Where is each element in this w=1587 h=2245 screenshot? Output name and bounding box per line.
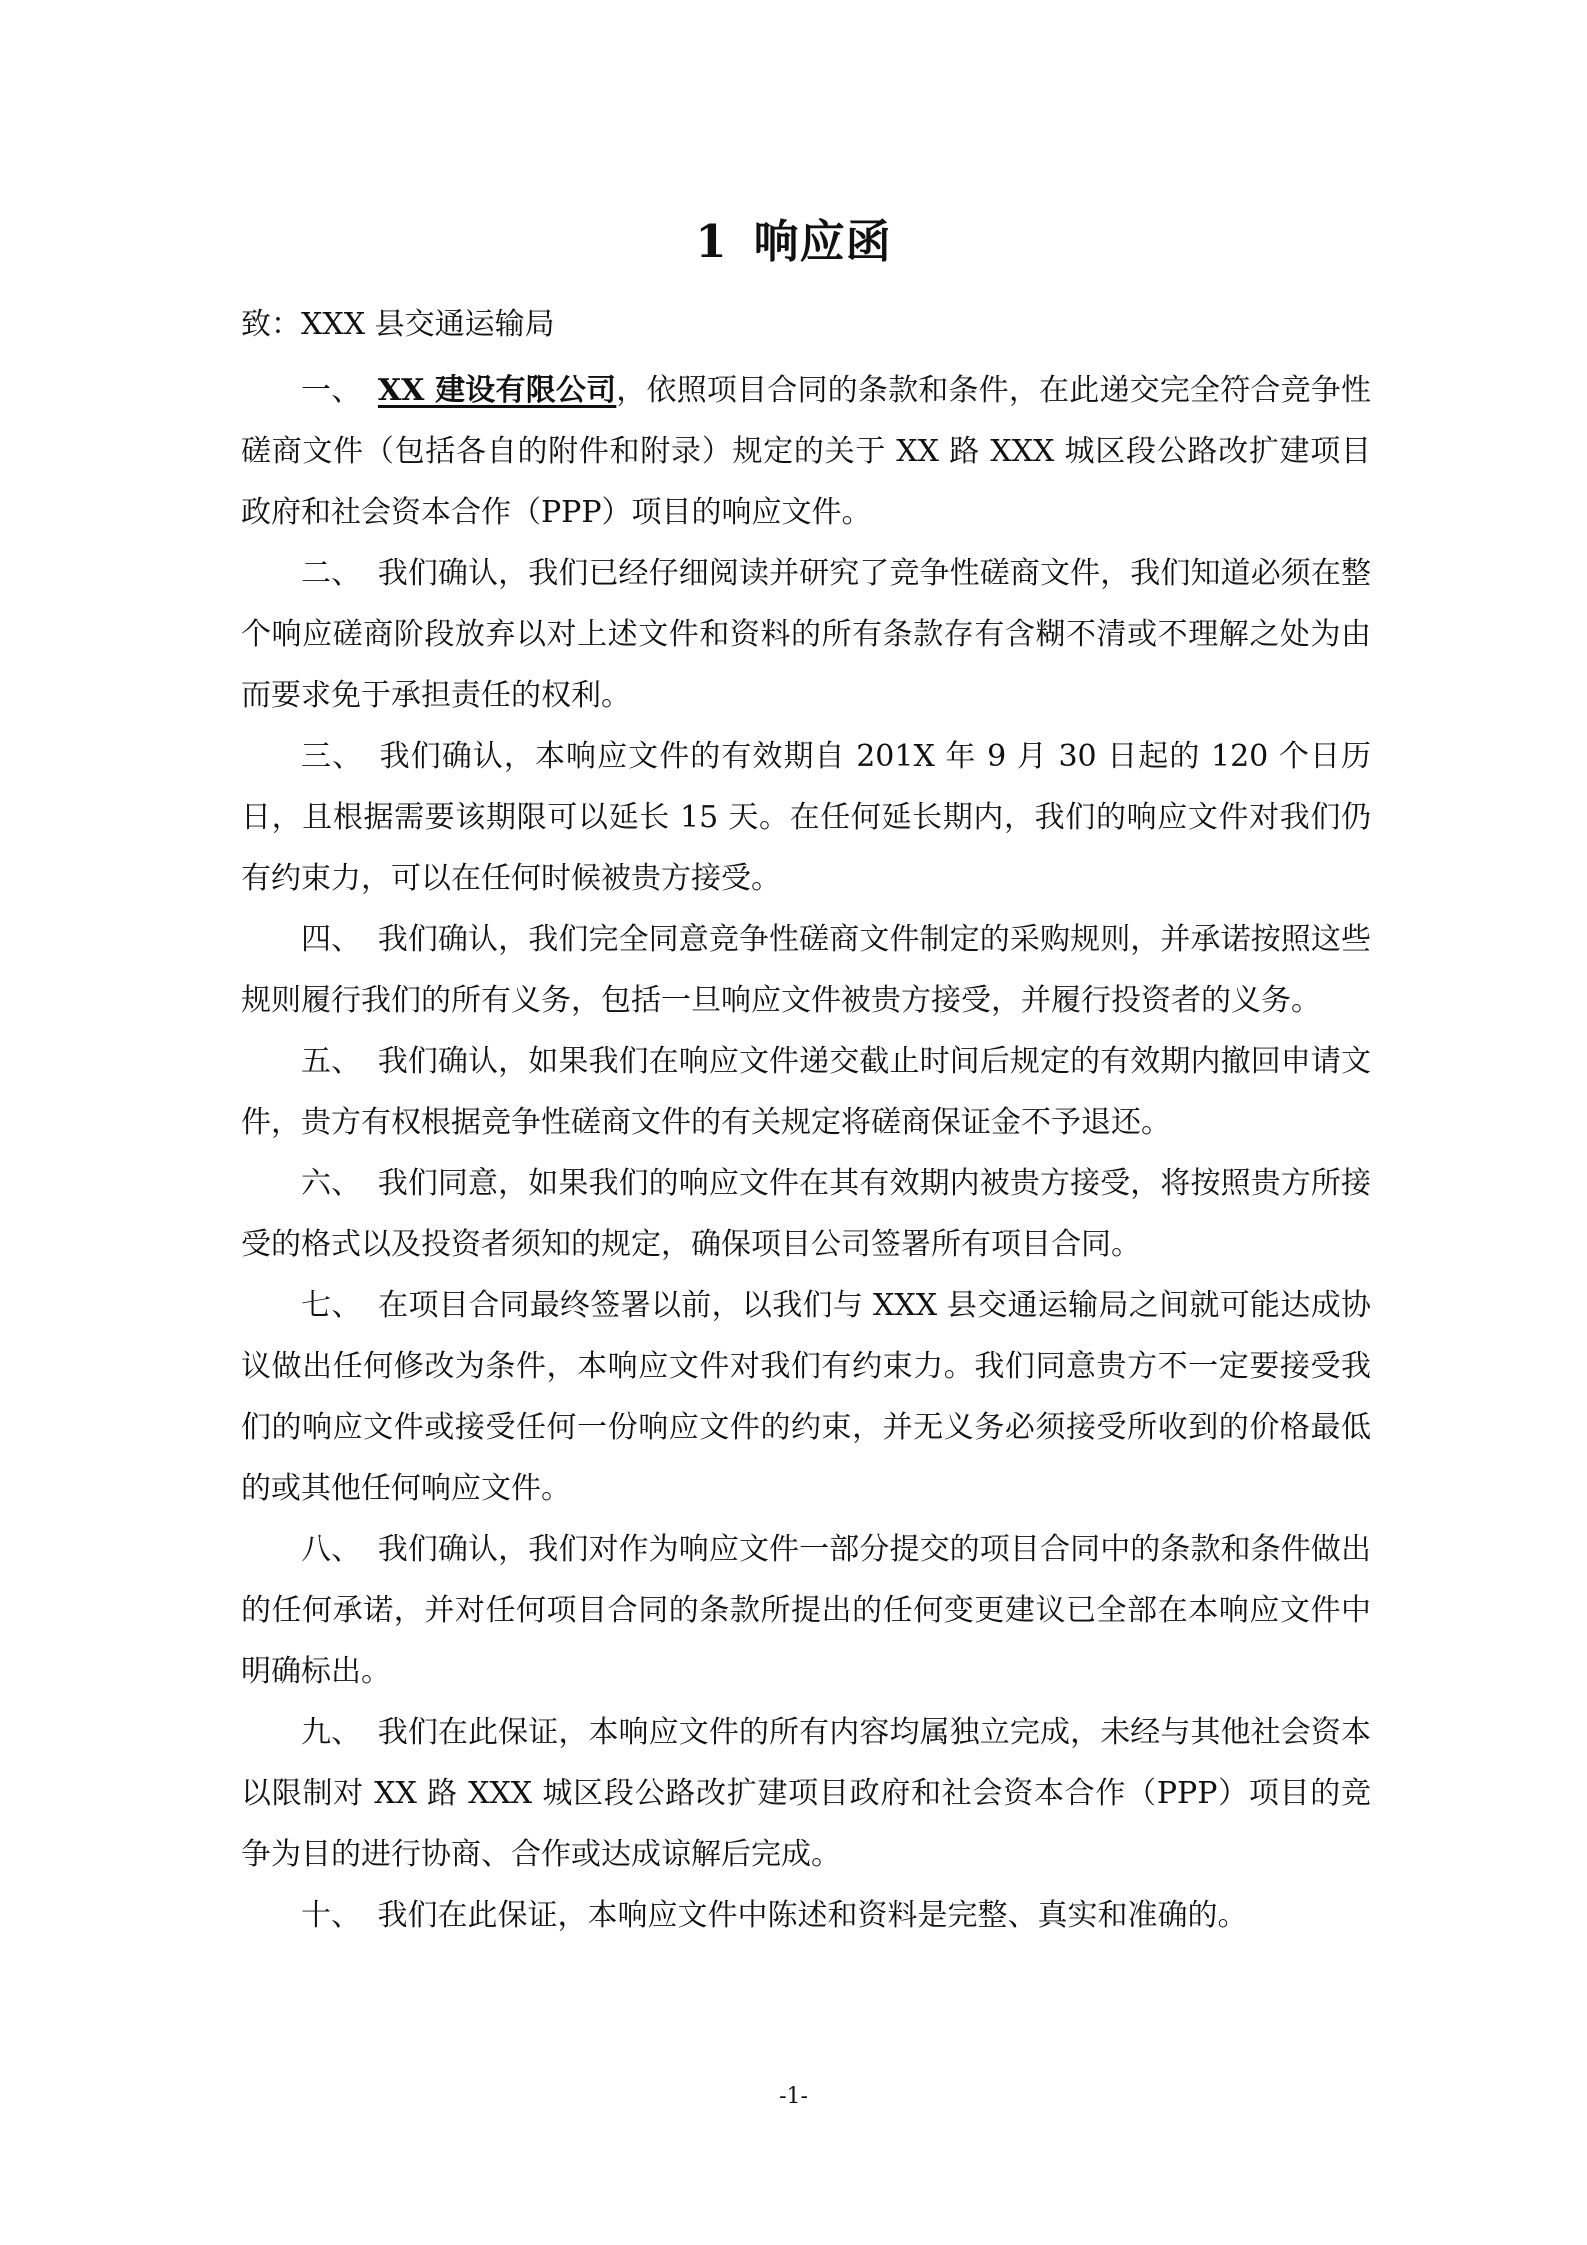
paragraph-text: 我们同意，如果我们的响应文件在其有效期内被贵方接受，将按照贵方所接受的格式以及投资者须知的规定，确保项目公司签署所有项目合同。 xyxy=(241,1166,1372,1262)
paragraph-5 xyxy=(241,1031,1371,1153)
company-name: XX 建设有限公司 xyxy=(377,373,617,408)
page-number: -1- xyxy=(779,2084,808,2109)
paragraph-text: 我们确认，本响应文件的有效期自 201X 年 9 月 30 日起的 120 个日历日，且根据需要该期限可以延长 15 天。在任何延长期内，我们的响应文件对我们仍有约束力，可以在任何时候被贵方接受。 xyxy=(241,739,1372,896)
paragraph-index: 二、 xyxy=(301,556,362,591)
paragraph-text: 我们确认，我们完全同意竞争性磋商文件制定的采购规则，并承诺按照这些规则履行我们的所有义务，包括一旦响应文件被贵方接受，并履行投资者的义务。 xyxy=(241,922,1372,1018)
paragraph-8 xyxy=(241,1519,1371,1702)
paragraph-2 xyxy=(241,543,1371,726)
paragraph-index: 一、 xyxy=(301,373,362,408)
paragraph-text: 我们在此保证，本响应文件中陈述和资料是完整、真实和准确的。 xyxy=(377,1898,1248,1933)
addressee-line: 致：XXX 县交通运输局 xyxy=(241,307,555,342)
paragraph-index: 四、 xyxy=(301,922,362,957)
paragraph-text: 我们确认，我们对作为响应文件一部分提交的项目合同中的条款和条件做出的任何承诺，并对任何项目合同的条款所提出的任何变更建议已全部在本响应文件中明确标出。 xyxy=(241,1532,1372,1689)
paragraph-index: 五、 xyxy=(301,1044,362,1079)
paragraph-10 xyxy=(241,1885,1371,1946)
paragraph-text: 我们确认，我们已经仔细阅读并研究了竞争性磋商文件，我们知道必须在整个响应磋商阶段放弃以对上述文件和资料的所有条款存有含糊不清或不理解之处为由而要求免于承担责任的权利。 xyxy=(241,556,1372,713)
paragraph-index: 九、 xyxy=(301,1715,362,1750)
paragraph-6 xyxy=(241,1153,1371,1275)
paragraph-index: 七、 xyxy=(301,1288,362,1323)
paragraph-index: 三、 xyxy=(301,739,364,774)
paragraph-text: 我们确认，如果我们在响应文件递交截止时间后规定的有效期内撤回申请文件，贵方有权根据竞争性磋商文件的有关规定将磋商保证金不予退还。 xyxy=(241,1044,1372,1140)
paragraph-text: ，依照项目合同的条款和条件，在此递交完全符合竞争性磋商文件（包括各自的附件和附录）规定的关于 XX 路 XXX 城区段公路改扩建项目政府和社会资本合作（PPP）项目的响应文件。 xyxy=(241,373,1372,530)
paragraph-text: 我们在此保证，本响应文件的所有内容均属独立完成，未经与其他社会资本以限制对 XX 路 XXX 城区段公路改扩建项目政府和社会资本合作（PPP）项目的竞争为目的进行协商、合作或达成谅解后完成。 xyxy=(241,1715,1372,1872)
paragraph-text: 在项目合同最终签署以前，以我们与 XXX 县交通运输局之间就可能达成协议做出任何修改为条件，本响应文件对我们有约束力。我们同意贵方不一定要接受我们的响应文件或接受任何一份响应文件的约束，并无义务必须接受所收到的价格最低的或其他任何响应文件。 xyxy=(241,1288,1372,1506)
paragraph-3 xyxy=(241,726,1371,909)
paragraph-1 xyxy=(241,360,1371,543)
paragraph-7 xyxy=(241,1275,1371,1519)
document-body xyxy=(241,360,1371,1946)
paragraph-index: 八、 xyxy=(301,1532,362,1567)
paragraph-index: 十、 xyxy=(301,1898,361,1933)
title-number: 1 xyxy=(695,215,728,268)
paragraph-index: 六、 xyxy=(301,1166,362,1201)
page-title xyxy=(0,212,1587,272)
paragraph-9 xyxy=(241,1702,1371,1885)
title-text: 响应函 xyxy=(753,215,892,268)
paragraph-4 xyxy=(241,909,1371,1031)
